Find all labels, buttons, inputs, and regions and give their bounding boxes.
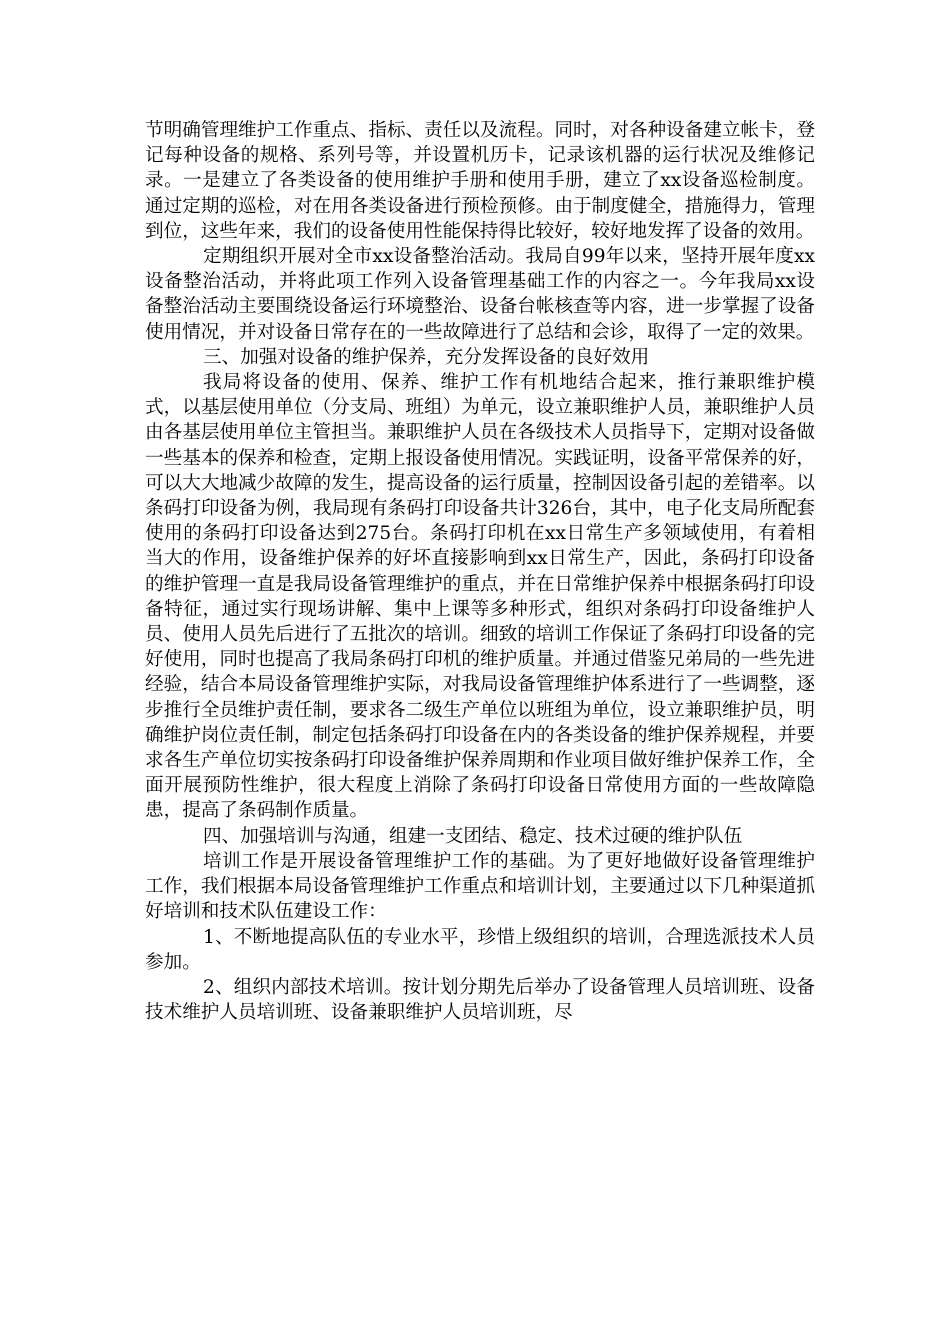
body-paragraph-1: 节明确管理维护工作重点、指标、责任以及流程。同时，对各种设备建立帐卡，登记每种设备的规格、系列号等，并设置机历卡，记录该机器的运行状况及维修记录。一是建立了各类设备的使用维护手册和使用手册，建立了xx设备巡检制度。通过定期的巡检，对在用各类设备进行预检预修。由于制度健全，措施得力，管理到位，这些年来，我们的设备使用性能保持得比较好，较好地发挥了设备的效用。 [145, 120, 815, 242]
section-heading-4: 四、加强培训与沟通，组建一支团结、稳定、技术过硬的维护队伍 [203, 825, 743, 847]
list-item-1: 1、不断地提高队伍的专业水平，珍惜上级组织的培训，合理选派技术人员参加。 [145, 926, 815, 973]
document-body [145, 118, 815, 1025]
list-item-2: 2、组织内部技术培训。按计划分期先后举办了设备管理人员培训班、设备技术维护人员培训班、设备兼职维护人员培训班，尽 [145, 976, 815, 1024]
body-paragraph-4: 培训工作是开展设备管理维护工作的基础。为了更好地做好设备管理维护工作，我们根据本局设备管理维护工作重点和培训计划，主要通过以下几种渠道抓好培训和技术队伍建设工作： [145, 850, 815, 923]
body-paragraph-3: 我局将设备的使用、保养、维护工作有机地结合起来，推行兼职维护模式，以基层使用单位（分支局、班组）为单元，设立兼职维护人员，兼职维护人员由各基层使用单位主管担当。兼职维护人员在各级技术人员指导下，定期对设备做一些基本的保养和检查，定期上报设备使用情况。实践证明，设备平常保养的好，可以大大地减少故障的发生，提高设备的运行质量，控制因设备引起的差错率。以条码打印设备为例，我局现有条码打印设备共计326台，其中，电子化支局所配套使用的条码打印设备达到275台。条码打印机在xx日常生产多领域使用，有着相当大的作用，设备维护保养的好坏直接影响到xx日常生产，因此，条码打印设备的维护管理一直是我局设备管理维护的重点，并在日常维护保养中根据条码打印设备特征，通过实行现场讲解、集中上课等多种形式，组织对条码打印设备维护人员、使用人员先后进行了五批次的培训。细致的培训工作保证了条码打印设备的完好使用，同时也提高了我局条码打印机的维护质量。并通过借鉴兄弟局的一些先进经验，结合本局设备管理维护实际，对我局设备管理维护体系进行了一些调整，逐步推行全员维护责任制，要求各二级生产单位以班组为单位，设立兼职维护员，明确维护岗位责任制，制定包括条码打印设备在内的各类设备的维护保养规程，并要求各生产单位切实按条码打印设备维护保养周期和作业项目做好维护保养工作，全面开展预防性维护，很大程度上消除了条码打印设备日常使用方面的一些故障隐患，提高了条码制作质量。 [145, 372, 815, 822]
section-heading-3: 三、加强对设备的维护保养，充分发挥设备的良好效用 [203, 346, 650, 368]
body-paragraph-2: 定期组织开展对全市xx设备整治活动。我局自99年以来，坚持开展年度xx设备整治活动，并将此项工作列入设备管理基础工作的内容之一。今年我局xx设备整治活动主要围绕设备运行环境整治、设备台帐核查等内容，进一步掌握了设备使用情况，并对设备日常存在的一些故障进行了总结和会诊，取得了一定的效果。 [145, 246, 815, 343]
